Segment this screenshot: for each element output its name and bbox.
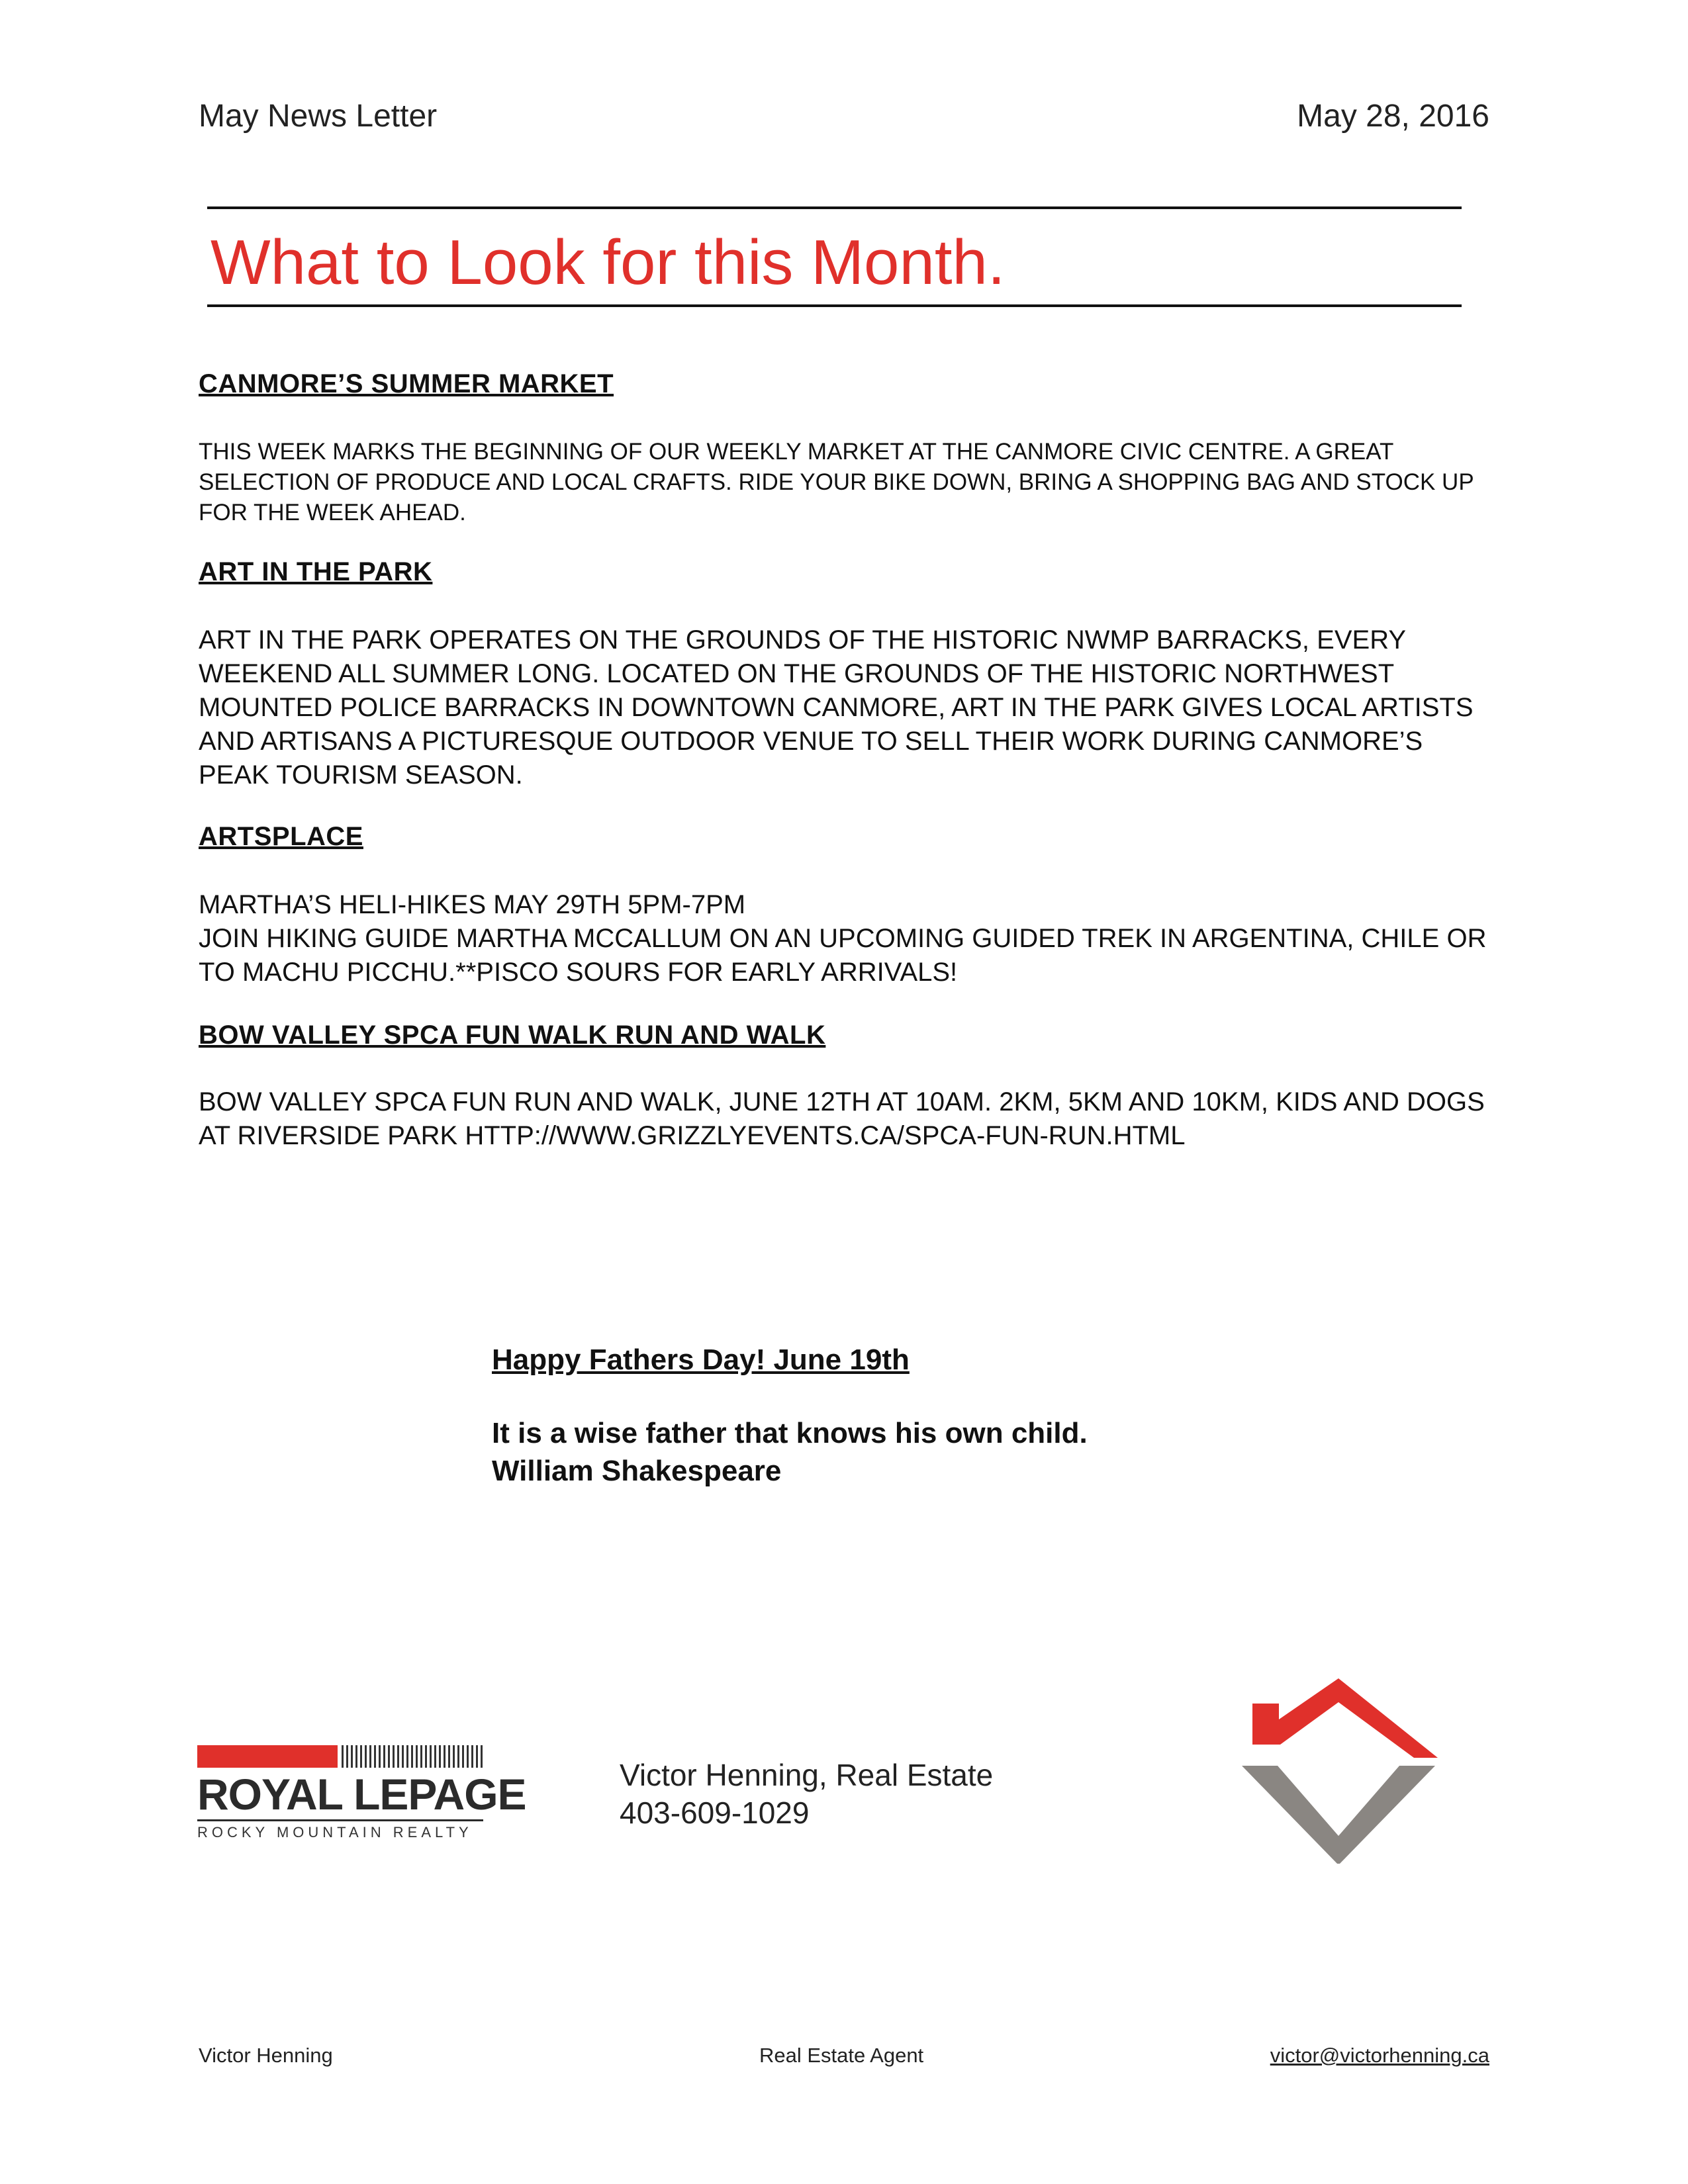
paragraph: THIS WEEK MARKS THE BEGINNING OF OUR WEEKLY MARKET AT THE CANMORE CIVIC CENTRE. A GREAT SELECTION OF PRODUCE AND LOCAL CRAFTS. RIDE YOUR BIKE DOWN, BRING A SHOPPING BAG AND STOCK UP FOR THE WEEK AHEAD. xyxy=(199,439,1474,525)
logo-name: ROYAL LEPAGE xyxy=(197,1770,526,1819)
section-heading-art-in-park: ART IN THE PARK xyxy=(199,557,433,586)
quote-text: It is a wise father that knows his own child. xyxy=(492,1417,1088,1449)
section-heading-artsplace: ARTSPLACE xyxy=(199,822,363,851)
footer-name: Victor Henning xyxy=(199,2044,333,2067)
page-title: What to Look for this Month. xyxy=(211,227,1006,298)
footer-email-link[interactable]: victor@victorhenning.ca xyxy=(1270,2044,1489,2067)
section-heading-summer-market: CANMORE’S SUMMER MARKET xyxy=(199,369,614,398)
top-divider xyxy=(207,206,1462,209)
fathers-day-heading: Happy Fathers Day! June 19th xyxy=(492,1343,910,1376)
fathers-day-quote-block xyxy=(492,1414,1088,1490)
royal-lepage-logo xyxy=(197,1745,526,1841)
contact-phone: 403-609-1029 xyxy=(620,1796,810,1830)
logo-bar-icon xyxy=(197,1745,483,1768)
bottom-divider xyxy=(207,304,1462,307)
section-heading-spca: BOW VALLEY SPCA FUN WALK RUN AND WALK xyxy=(199,1021,826,1050)
section-body-artsplace xyxy=(199,888,1496,989)
paragraph: JOIN HIKING GUIDE MARTHA MCCALLUM ON AN UPCOMING GUIDED TREK IN ARGENTINA, CHILE OR TO MACHU PICCHU.**PISCO SOURS FOR EARLY ARRIVALS! xyxy=(199,924,1487,987)
quote-author: William Shakespeare xyxy=(492,1455,782,1487)
newsletter-date: May 28, 2016 xyxy=(1297,99,1489,134)
logo-subtitle: ROCKY MOUNTAIN REALTY xyxy=(197,1824,473,1841)
section-body-art-in-park xyxy=(199,623,1496,792)
section-body-summer-market xyxy=(199,437,1496,528)
contact-name: Victor Henning, Real Estate xyxy=(620,1758,994,1792)
section-body-spca xyxy=(199,1085,1496,1153)
contact-block xyxy=(620,1756,993,1832)
paragraph: BOW VALLEY SPCA FUN RUN AND WALK, JUNE 12TH AT 10AM. 2KM, 5KM AND 10KM, KIDS AND DOGS AT RIVERSIDE PARK HTTP://WWW.GRIZZLYEVENTS.CA/SPCA-FUN-RUN.HTML xyxy=(199,1087,1485,1150)
house-logo-icon xyxy=(1239,1678,1438,1864)
footer-role: Real Estate Agent xyxy=(759,2044,924,2067)
paragraph: MARTHA’S HELI-HIKES MAY 29TH 5PM-7PM xyxy=(199,890,746,919)
newsletter-title: May News Letter xyxy=(199,99,438,134)
paragraph: ART IN THE PARK OPERATES ON THE GROUNDS OF THE HISTORIC NWMP BARRACKS, EVERY WEEKEND ALL SUMMER LONG. LOCATED ON THE GROUNDS OF THE HISTORIC NORTHWEST MOUNTED POLICE BARRACKS IN DOWNTOWN CANMORE, ART IN THE PARK GIVES LOCAL ARTISTS AND ARTISANS A PICTURESQUE OUTDOOR VENUE TO SELL THEIR WORK DURING CANMORE’S PEAK TOURISM SEASON. xyxy=(199,625,1474,790)
